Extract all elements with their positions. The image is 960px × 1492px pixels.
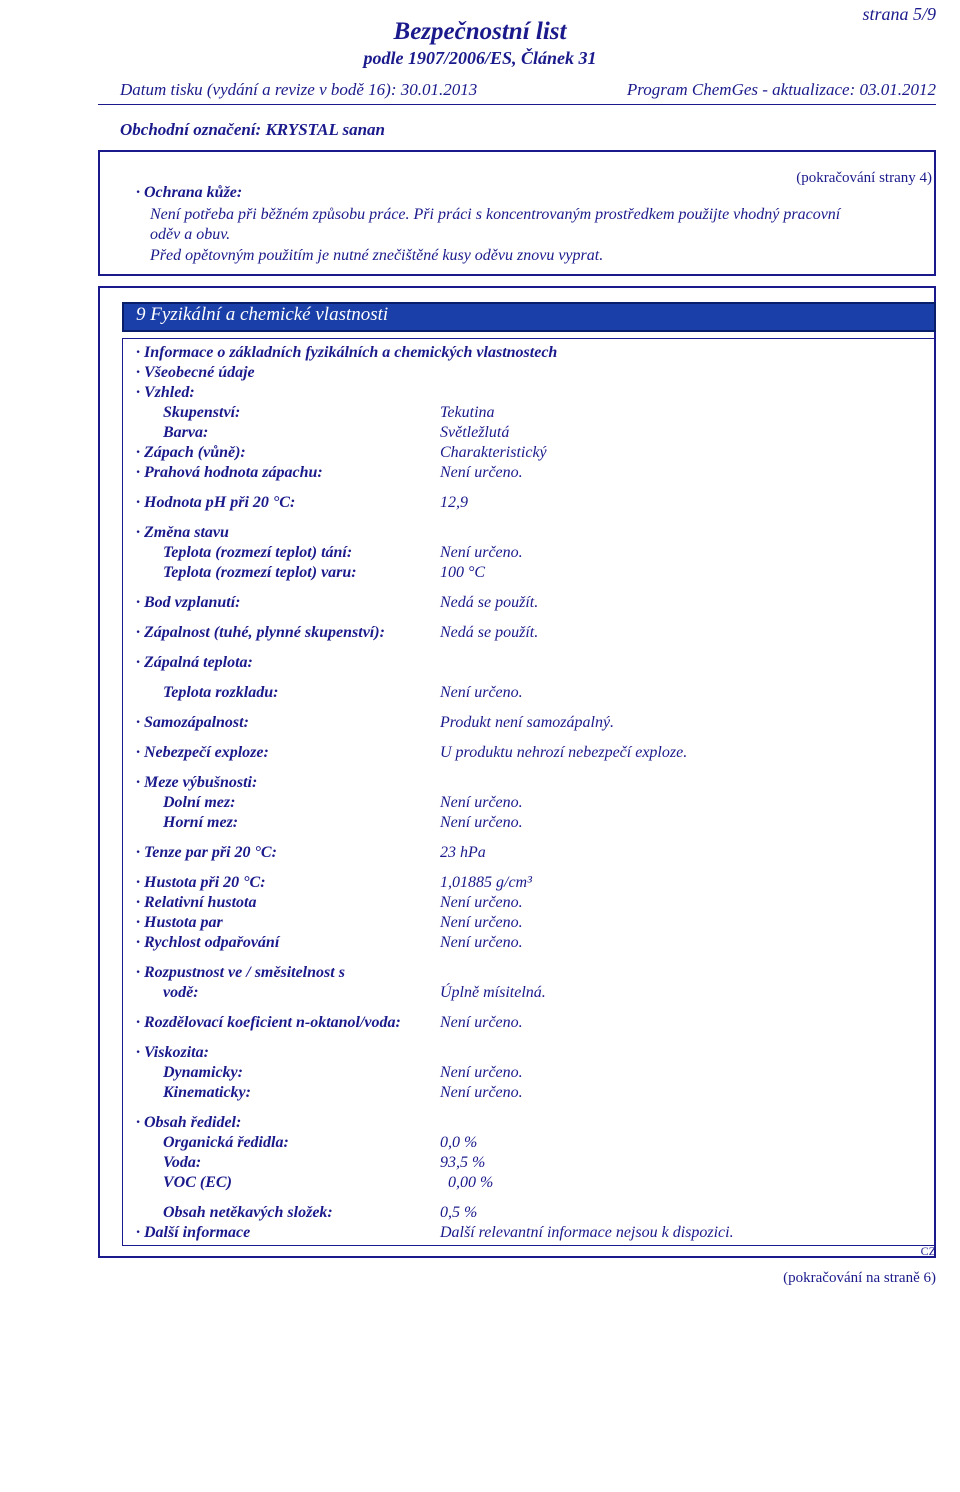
property-label: · Prahová hodnota zápachu:: [136, 464, 323, 481]
property-value: 100 °C: [440, 564, 486, 581]
skin-protection-line: Není potřeba při běžném způsobu práce. Při práci s koncentrovaným prostředkem použijte vhodný pracovní: [150, 206, 841, 223]
property-value: Není určeno.: [440, 934, 523, 951]
property-value: 0,00 %: [448, 1174, 494, 1191]
skin-protection-line: Před opětovným použitím je nutné znečištěné kusy oděvu znovu vyprat.: [150, 247, 604, 264]
property-label: · Hodnota pH při 20 °C:: [136, 494, 296, 511]
property-value: Není určeno.: [440, 544, 523, 561]
property-label: · Změna stavu: [136, 524, 229, 541]
property-label: Obsah netěkavých složek:: [163, 1204, 333, 1221]
print-date: Datum tisku (vydání a revize v bodě 16): 30.01.2013: [120, 80, 478, 99]
property-value: 0,0 %: [440, 1134, 478, 1151]
property-value: 1,01885 g/cm³: [440, 874, 532, 891]
property-label: · Vzhled:: [136, 384, 195, 401]
skin-protection-line: oděv a obuv.: [150, 226, 231, 243]
program-version: Program ChemGes - aktualizace: 03.01.2012: [626, 80, 936, 99]
property-label: Dynamicky:: [163, 1064, 243, 1081]
property-label: · Zápach (vůně):: [136, 444, 246, 461]
property-label: Skupenství:: [163, 404, 241, 421]
property-label: · Rozpustnost ve / směsitelnost s: [136, 964, 345, 981]
language-code: CZ: [920, 1244, 936, 1258]
property-label: Organická ředidla:: [163, 1134, 289, 1151]
trade-name: Obchodní označení: KRYSTAL sanan: [120, 120, 385, 139]
property-label: · Viskozita:: [136, 1044, 209, 1061]
skin-protection-label: · Ochrana kůže:: [136, 184, 243, 201]
property-value: Není určeno.: [440, 894, 523, 911]
property-label: · Relativní hustota: [136, 894, 257, 911]
property-label: · Tenze par při 20 °C:: [136, 844, 277, 861]
property-value: Není určeno.: [440, 684, 523, 701]
header-divider: [98, 104, 936, 105]
property-value: 93,5 %: [440, 1154, 486, 1171]
property-value: 23 hPa: [440, 844, 486, 861]
property-value: 12,9: [440, 494, 468, 511]
property-label: Horní mez:: [163, 814, 239, 831]
property-value: Nedá se použít.: [440, 624, 539, 641]
property-value: Není určeno.: [440, 1064, 523, 1081]
property-label: · Další informace: [136, 1224, 251, 1241]
property-label: Barva:: [163, 424, 209, 441]
property-value: Charakteristický: [440, 444, 547, 461]
property-label: · Informace o základních fyzikálních a chemických vlastnostech: [136, 344, 558, 361]
property-label: · Meze výbušnosti:: [136, 774, 258, 791]
property-value: Není určeno.: [440, 914, 523, 931]
document-subtitle: podle 1907/2006/ES, Článek 31: [363, 48, 597, 68]
property-label: · Obsah ředidel:: [136, 1114, 242, 1131]
property-label: · Zápalná teplota:: [136, 654, 253, 671]
property-label: Voda:: [163, 1154, 202, 1171]
property-value: 0,5 %: [440, 1204, 478, 1221]
continuation-to: (pokračování na straně 6): [783, 1270, 936, 1286]
continuation-from: (pokračování strany 4): [796, 170, 932, 186]
property-label: · Nebezpečí exploze:: [136, 744, 269, 761]
property-label: · Všeobecné údaje: [136, 364, 255, 381]
property-label: Teplota (rozmezí teplot) varu:: [163, 564, 357, 581]
property-value: Nedá se použít.: [440, 594, 539, 611]
property-label: Teplota rozkladu:: [163, 684, 279, 701]
document-title: Bezpečnostní list: [393, 18, 567, 45]
property-label: · Hustota při 20 °C:: [136, 874, 266, 891]
property-value: Produkt není samozápalný.: [440, 714, 615, 731]
property-label: Dolní mez:: [163, 794, 236, 811]
property-label: Kinematicky:: [163, 1084, 251, 1101]
property-label: · Rychlost odpařování: [136, 934, 280, 951]
property-value: Není určeno.: [440, 794, 523, 811]
property-label: · Rozdělovací koeficient n-oktanol/voda:: [136, 1014, 401, 1031]
property-label: VOC (EC): [163, 1174, 232, 1191]
property-label: Teplota (rozmezí teplot) tání:: [163, 544, 353, 561]
property-label: · Samozápalnost:: [136, 714, 249, 731]
property-label: · Hustota par: [136, 914, 223, 931]
property-value: Není určeno.: [440, 814, 523, 831]
property-value: Není určeno.: [440, 1084, 523, 1101]
property-label: · Bod vzplanutí:: [136, 594, 241, 611]
property-value: Není určeno.: [440, 1014, 523, 1031]
property-value: Tekutina: [440, 404, 495, 421]
property-value: Světležlutá: [440, 424, 510, 441]
page-number: strana 5/9: [862, 4, 936, 24]
section-title: 9 Fyzikální a chemické vlastnosti: [136, 304, 389, 325]
property-value: Není určeno.: [440, 464, 523, 481]
property-label: vodě:: [163, 984, 199, 1001]
property-label: · Zápalnost (tuhé, plynné skupenství):: [136, 624, 385, 641]
property-value: Další relevantní informace nejsou k dispozici.: [440, 1224, 734, 1241]
property-value: U produktu nehrozí nebezpečí exploze.: [440, 744, 688, 761]
property-value: Úplně mísitelná.: [440, 984, 546, 1001]
